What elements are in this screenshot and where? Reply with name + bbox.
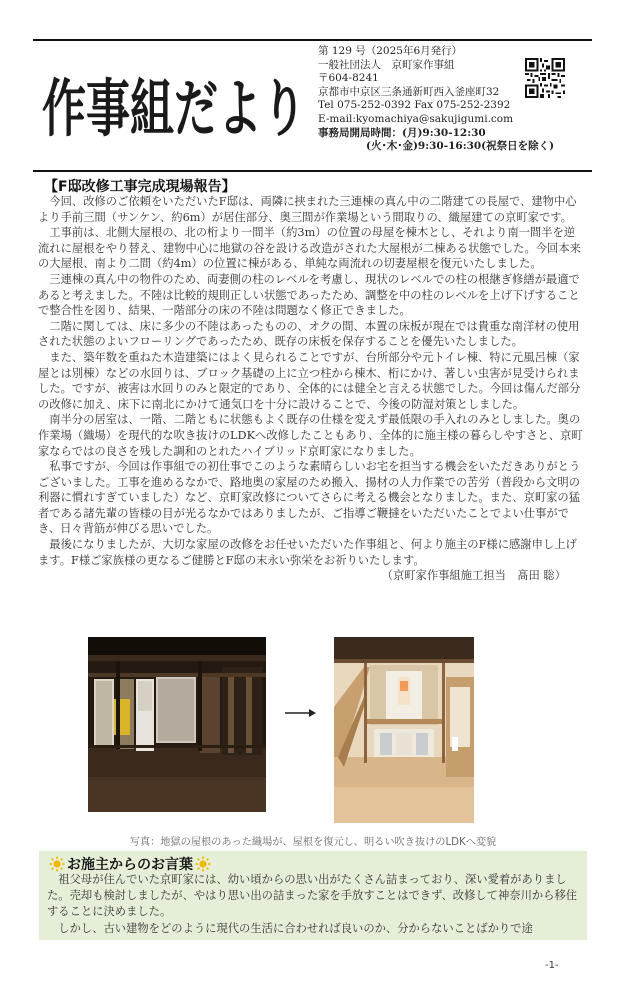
client-words-title: お施主からのお言葉 [67,857,193,873]
address: 京都市中京区三条通新町西入釜座町32 [318,85,500,98]
article-signature: （京町家作事組施工担当 髙田 聡） [381,569,566,583]
header-divider-rule [33,170,592,172]
article-paragraph: 南半分の居室は、一階、二階ともに状態もよく既存の仕様を変えず最低限の手入れのみとしました。奥の作業場（織場）を現代的な吹き抜けのLDKへ改修したこともあり、全体的に施主様の暮らしやすさと、京町家ならではの良さを残した調和のとれたハイブリッド京町家になりました。 [38,413,583,458]
arrow-right-icon [283,703,317,723]
email: E-mail:kyomachiya@sakujigumi.com [318,112,514,125]
article-paragraph: 三連棟の真ん中の物件のため、両妻側の柱のレベルを考慮し、現状のレベルでの柱の根継ぎ修繕が最適であると考えました。不陸は比較的規則正しい状態であったため、調整を中の柱のレベルを上げ下げすることで整合性を図り、結果、一階部分の床の不陸は問題なく修正できました。 [38,272,580,318]
top-rule [33,39,592,41]
client-words-text [47,872,581,937]
article-paragraph: 今回、改修のご依頼をいただいたF邸は、両隣に挟まれた三連棟の真ん中の二階建ての長屋で、建物中心より手前三間（サンケン、約6m）が居住部分、奥三間が作業場という間取りの、織屋建ての京町家です。 [38,195,577,224]
office-hours-weekday-1: 事務局開局時間：(月)9:30-12:30 [318,126,486,139]
page-number: -1- [545,960,559,971]
before-photo [88,637,266,812]
svg-text:作事組だより: 作事組だより [42,72,306,145]
article-paragraph: 最後になりましたが、大切な家屋の改修をお任せいただいた作事組と、何より施主のF様に感謝申し上げます。F様ご家族様の更なるご健勝とF邸の末永い弥栄をお祈りいたします。 [38,538,577,567]
issue-number: 第 129 号（2025年6月発行） [318,45,463,57]
masthead-title [40,52,310,162]
after-photo [334,637,474,823]
client-paragraph: しかし、古い建物をどのように現代の生活に合わせれば良いのか、分からないことばかりで途 [58,921,533,935]
sun-icon [195,856,211,872]
report-heading: 【F邸改修工事完成現場報告】 [44,179,236,195]
client-paragraph: 祖父母が住んでいた京町家には、幼い頃からの思い出がたくさん詰まっており、深い愛着がありました。売却も検討しましたが、やはり思い出の詰まった家を手放すことはできず、改修して神奈川から移住することに決めました。 [47,873,578,919]
article-paragraph: また、築年数を重ねた木造建築にはよく見られることですが、台所部分や元トイレ棟、特に元風呂棟（家屋とは別棟）などの水回りは、ブロック基礎の上に立つ柱から棟木、桁にかけ、著しい虫害が見受けられました。ですが、被害は水回りのみと限定的であり、全体的には健全と言える状態でした。今回は傷んだ部分の改修に加え、床下に南北にかけて通気口を十分に設けることで、今後の防湿対策としました。 [38,350,581,411]
tel-fax: Tel 075-252-0392 Fax 075-252-2392 [318,99,511,112]
client-words-box [39,851,587,940]
qr-code-icon [525,58,565,98]
client-words-heading [49,854,211,874]
report-article [38,194,586,584]
photo-caption: 写真：地獄の屋根のあった織場が、屋根を復元し、明るい吹き抜けのLDKへ変貌 [129,837,497,848]
article-paragraph: 私事ですが、今回は作事組での初仕事でこのような素晴らしいお宅を担当する機会をいただきありがとうございました。工事を進めるなかで、路地奥の家屋のため搬入、揚材の人力作業での苦労（普段から文明の利器に慣れすぎていました）など、京町家改修についてさらに考える機会となりました。また、京町家の猛者である諸先輩の皆様の目が光るなかではありましたが、ご指導ご鞭撻をいただいたことでよい仕事ができ、日々背筋が伸びる思いでした。 [38,460,581,536]
postal-code: 〒604-8241 [318,72,379,85]
article-paragraph: 工事前は、北側大屋根の、北の桁より一間半（約3m）の位置の母屋を棟木とし、それより南一間半を逆流れに屋根をやり替え、建物中心に地獄の谷を設ける改造がされた大屋根が二棟ある状態でした。今回本来の大屋根、南より二間（約4m）の位置に棟がある、単純な両流れの切妻屋根を復元いたしました。 [38,226,581,271]
office-hours-weekday-2: (火･木･金)9:30-16:30(祝祭日を除く) [366,140,555,153]
article-paragraph: 二階に関しては、床に多少の不陸はあったものの、オクの間、本置の床板が現在では貴重な南洋材の使用された状態のよいフローリングであったため、既存の床板を保存することを優先いたしました。 [38,319,580,349]
sun-icon [49,856,65,872]
publisher-name: 一般社団法人 京町家作事組 [318,58,455,71]
